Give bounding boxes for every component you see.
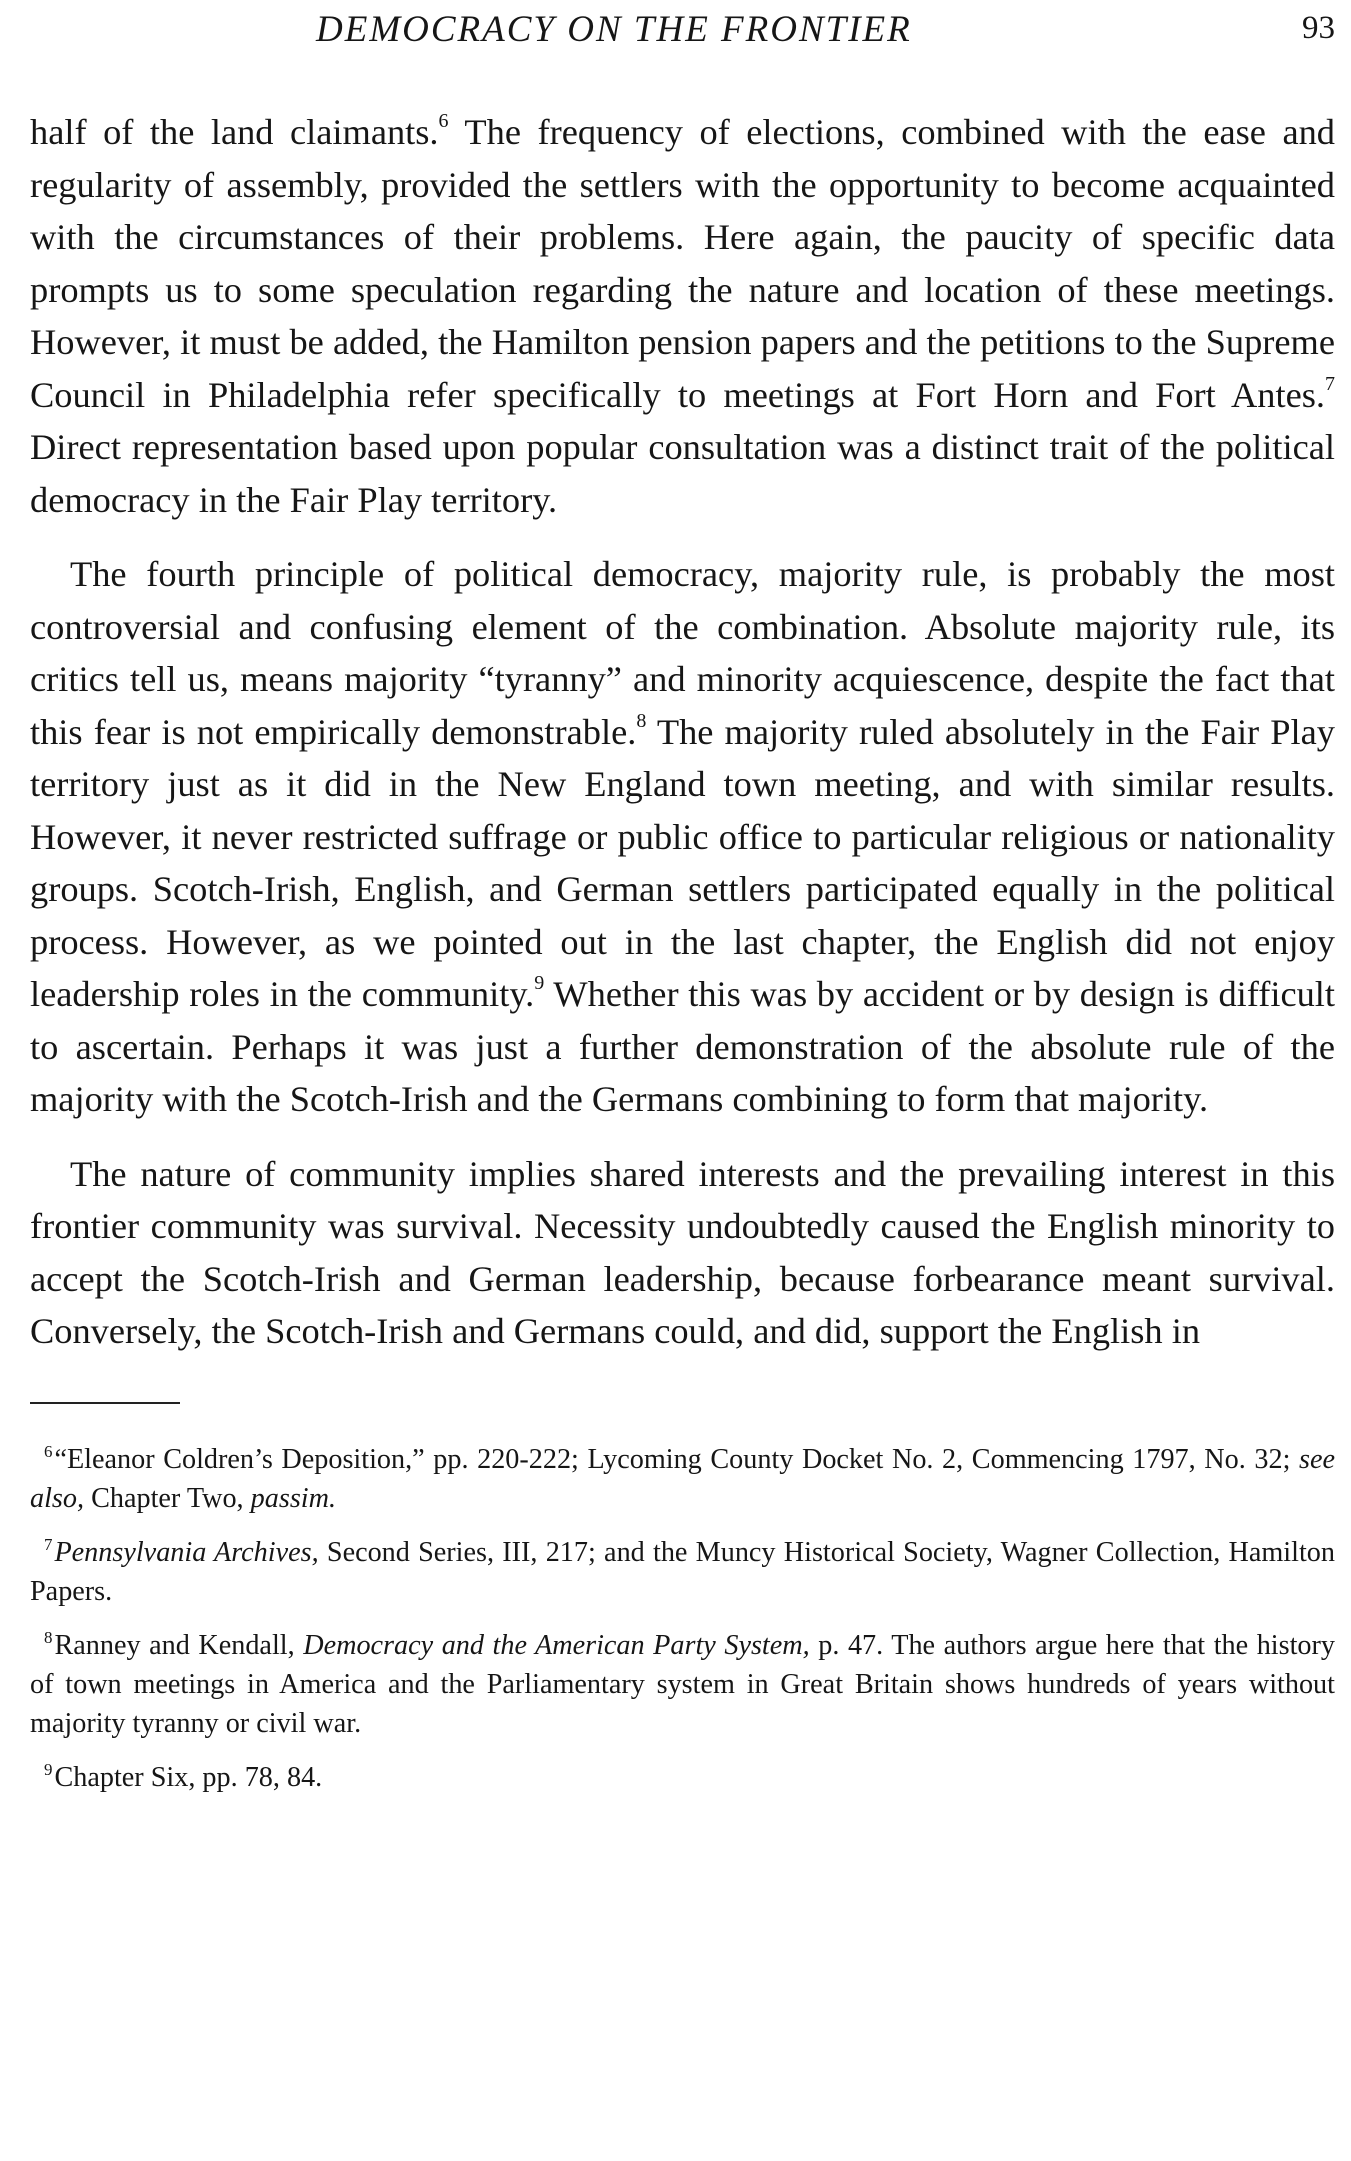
text-run: Whether this was by accident or by design is difficult to ascertain. Perhaps it was just a further demonstration of the absolute rule of the majority with the Scotch-Irish and the Germans combining to form that majority. — [30, 974, 1336, 1119]
text-run: p. 47. The authors argue here that the history of town meetings in America and the Parliamentary system in Great Britain shows hundreds of years without majority tyranny or civil war. — [30, 1629, 1336, 1739]
footnote-reference: 6 — [438, 109, 449, 132]
footnote — [30, 1626, 1335, 1743]
paragraph — [30, 106, 1335, 526]
text-run: The fourth principle of political democracy, majority rule, is probably the most controversial and confusing element of the combination. Absolute majority rule, its critics tell us, means majority “tyranny” and minority acquiescence, despite the fact that this fear is not empirically demonstrable. — [30, 554, 1335, 752]
page-number: 93 — [1302, 10, 1335, 46]
paragraph — [30, 548, 1335, 1126]
italic-text: Democracy and the American Party System, — [303, 1629, 810, 1661]
footnote — [30, 1440, 1335, 1518]
footnote-reference: 8 — [636, 709, 647, 732]
italic-text: see also, — [30, 1443, 1335, 1514]
footnote — [30, 1533, 1335, 1611]
running-title: DEMOCRACY ON THE FRONTIER — [316, 9, 912, 50]
footnotes — [30, 1440, 1335, 1797]
text-run: Chapter Six, pp. 78, 84. — [54, 1761, 323, 1793]
text-run: The nature of community implies shared interests and the prevailing interest in this frontier community was survival. Necessity undoubtedly caused the English minority to accept the Scotch-Irish and German leadership, because forbearance meant survival. Conversely, the Scotch-Irish and Germans could, and did, support the English in — [30, 1153, 1335, 1351]
footnote — [30, 1758, 1335, 1797]
text-run: Chapter Two, — [84, 1482, 251, 1514]
footnote-reference: 7 — [1324, 372, 1335, 395]
book-page — [30, 0, 1335, 1797]
footnote-reference: 9 — [534, 971, 545, 994]
body-text — [30, 106, 1335, 1358]
footnote-marker: 7 — [44, 1535, 53, 1555]
italic-text: passim. — [250, 1482, 337, 1514]
italic-text: Pennsylvania Archives, — [54, 1536, 319, 1568]
footnote-divider — [30, 1402, 180, 1404]
running-head — [30, 0, 1335, 62]
text-run: Second Series, III, 217; and the Muncy Historical Society, Wagner Collection, Hamilton Papers. — [30, 1536, 1335, 1607]
footnote-marker: 8 — [44, 1628, 53, 1648]
footnote-marker: 6 — [44, 1442, 53, 1462]
paragraph — [30, 1148, 1335, 1358]
text-run: “Eleanor Coldren’s Deposition,” pp. 220-222; Lycoming County Docket No. 2, Commencing 1797, No. 32; — [54, 1443, 1299, 1475]
text-run: The frequency of elections, combined with the ease and regularity of assembly, provided the settlers with the opportunity to become acquainted with the circumstances of their problems. Here again, the paucity of specific data prompts us to some speculation regarding the nature and location of these meetings. However, it must be added, the Hamilton pension papers and the petitions to the Supreme Council in Philadelphia refer specifically to meetings at Fort Horn and Fort Antes. — [30, 112, 1335, 415]
text-run: Ranney and Kendall, — [54, 1629, 304, 1661]
text-run: half of the land claimants. — [30, 112, 439, 152]
text-run: Direct representation based upon popular consultation was a distinct trait of the political democracy in the Fair Play territory. — [30, 427, 1335, 520]
text-run: The majority ruled absolutely in the Fair Play territory just as it did in the New England town meeting, and with similar results. However, it never restricted suffrage or public office to particular religious or nationality groups. Scotch-Irish, English, and German settlers participated equally in the political process. However, as we pointed out in the last chapter, the English did not enjoy leadership roles in the community. — [30, 711, 1335, 1014]
footnote-marker: 9 — [44, 1760, 53, 1780]
